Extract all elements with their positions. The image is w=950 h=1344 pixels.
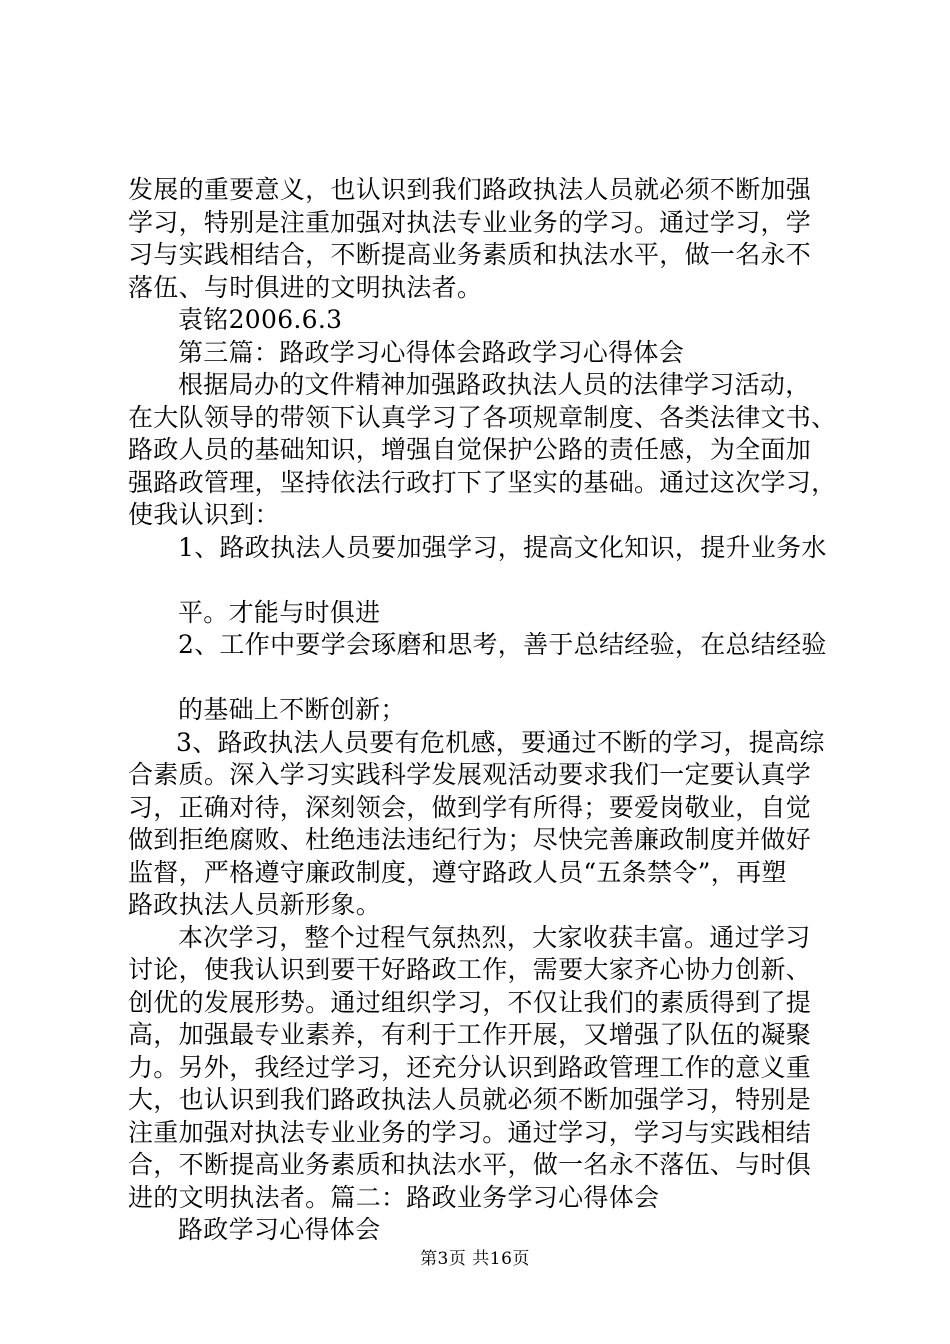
blank-line: [128, 564, 833, 597]
text-line: 路政执法人员新形象。: [128, 890, 382, 919]
text-line: 合素质。深入学习实践科学发展观活动要求我们一定要认真学: [128, 760, 812, 789]
text-line: 强路政管理，坚持依法行政打下了坚实的基础。通过这次学习，: [128, 467, 837, 497]
list-item-2: 2、工作中要学会琢磨和思考，善于总结经验，在总结经验: [178, 630, 827, 659]
blank-line: [128, 662, 833, 695]
text-line: 大，也认识到我们路政执法人员就必须不断加强学习，特别是: [128, 1085, 812, 1114]
text-line: 讨论，使我认识到要干好路政工作，需要大家齐心协力创新、: [128, 955, 812, 984]
text-line: 学习，特别是注重加强对执法专业业务的学习。通过学习，学: [128, 207, 812, 237]
text-line: 本次学习，整个过程气氛热烈，大家收获丰富。通过学习: [178, 922, 811, 952]
text-line: 发展的重要意义，也认识到我们路政执法人员就必须不断加强: [128, 175, 812, 204]
text-line: 路政人员的基础知识，增强自觉保护公路的责任感，为全面加: [128, 435, 812, 464]
text-line: 注重加强对执法专业业务的学习。通过学习，学习与实践相结: [128, 1117, 812, 1147]
author-date-line: 袁铭2006.6.3: [178, 305, 343, 334]
text-line: 在大队领导的带领下认真学习了各项规章制度、各类法律文书、: [128, 402, 837, 432]
text-line: 力。另外，我经过学习，还充分认识到路政管理工作的意义重: [128, 1052, 812, 1082]
list-item-2-continued: 的基础上不断创新；: [178, 695, 406, 724]
page-number-footer: 第3页 共16页: [420, 1249, 530, 1269]
section-heading: 路政学习心得体会: [178, 1215, 381, 1244]
document-body: [128, 174, 837, 1247]
text-line: 落伍、与时俱进的文明执法者。: [128, 272, 483, 302]
text-line: 创优的发展形势。通过组织学习，不仅让我们的素质得到了提: [128, 987, 812, 1017]
text-line: 习与实践相结合，不断提高业务素质和执法水平，做一名永不: [128, 240, 812, 269]
text-line: 使我认识到：: [128, 500, 280, 529]
section-heading: 第三篇：路政学习心得体会路政学习心得体会: [178, 337, 685, 367]
text-line: 根据局办的文件精神加强路政执法人员的法律学习活动，: [178, 370, 811, 399]
list-item-3: 3、路政执法人员要有危机感，要通过不断的学习，提高综: [176, 727, 825, 757]
text-line: 监督，严格遵守廉政制度，遵守路政人员“五条禁令”，再塑: [128, 857, 787, 887]
text-line: 合，不断提高业务素质和执法水平，做一名永不落伍、与时俱: [128, 1150, 812, 1179]
text-line: 做到拒绝腐败、杜绝违法违纪行为；尽快完善廉政制度并做好: [128, 825, 812, 854]
text-line: 进的文明执法者。篇二：路政业务学习心得体会: [128, 1182, 660, 1212]
text-line: 习，正确对待，深刻领会，做到学有所得；要爱岗敬业，自觉: [128, 792, 812, 822]
list-item-1-continued: 平。才能与时俱进: [178, 597, 381, 627]
text-line: 高，加强最专业素养，有利于工作开展，又增强了队伍的凝聚: [128, 1020, 812, 1049]
list-item-1: 1、路政执法人员要加强学习，提高文化知识，提升业务水: [178, 532, 827, 562]
